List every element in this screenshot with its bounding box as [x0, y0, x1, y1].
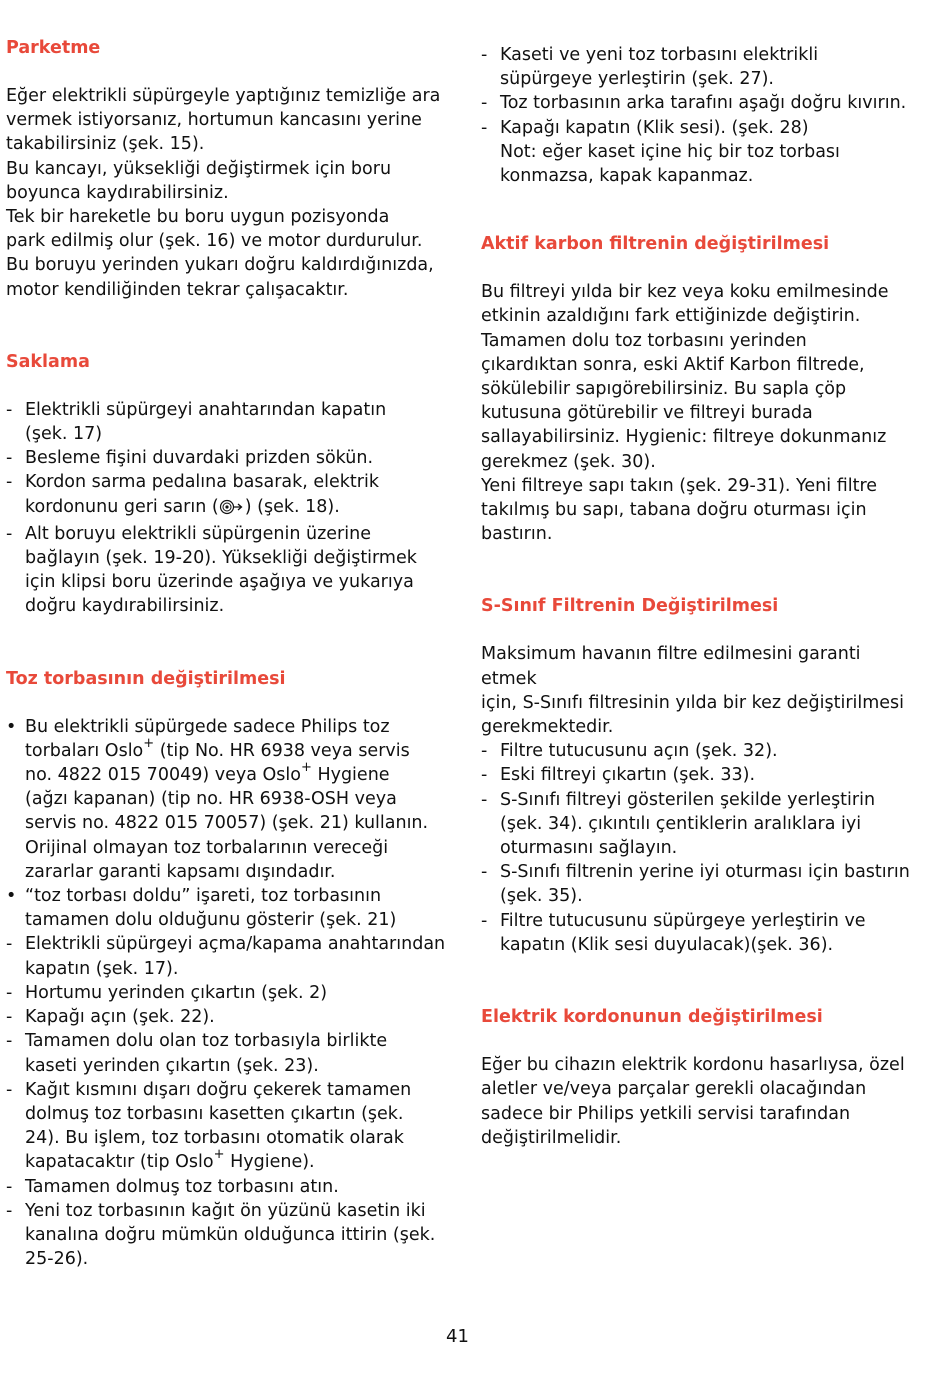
list-item: - Kordon sarma pedalına basarak, elektrik kordonunu geri sarın ( ) (şek. 18).	[6, 470, 446, 521]
list-item: • “toz torbası doldu” işareti, toz torbasının tamamen dolu olduğunu gösterir (şek. 21)	[6, 886, 397, 931]
list-item: • Bu elektrikli süpürgede sadece Philips toz torbaları Oslo+ (tip No. HR 6938 veya servis no. 4822 015 70049) veya Oslo+ Hygiene (ağzı kapanan) (tip no. HR 6938-OSH veya servis no. 4822 015 70057) (şek. 21) kullanın. Orijinal olmayan toz torbalarının vereceği zararlar garanti kapsamı dışındadır.	[6, 716, 429, 882]
s-sinif-list	[481, 739, 921, 957]
list-item: - S-Sınıfı filtrenin yerine iyi oturması için bastırın (şek. 35).	[481, 862, 910, 907]
paragraph-elektrik-kordonu: Eğer bu cihazın elektrik kordonu hasarlıysa, özel aletler ve/veya parçalar gerekli olacağından sadece bir Philips yetkili servisi tarafından değiştirilmelidir.	[481, 1055, 905, 1148]
cord-rewind-icon	[219, 498, 245, 522]
list-item: - Besleme fişini duvardaki prizden sökün.	[6, 448, 374, 469]
paragraph-parketme: Eğer elektrikli süpürgeyle yaptığınız temizliğe ara vermek istiyorsanız, hortumun kancasını yerine takabilirsiniz (şek. 15). Bu kancayı, yüksekliği değiştirmek için boru boyunca kaydırabilirsiniz. Tek bir hareketle bu boru uygun pozisyonda park edilmiş olur (şek. 16) ve motor durdurulur. Bu boruyu yerinden yukarı doğru kaldırdığınızda, motor kendiliğinden tekrar çalışacaktır.	[6, 86, 441, 300]
heading-aktif-karbon: Aktif karbon filtrenin değiştirilmesi	[481, 234, 830, 255]
list-item: - Alt boruyu elektrikli süpürgenin üzerine bağlayın (şek. 19-20). Yüksekliği değiştirmek için klipsi boru üzerinde aşağıya ve yukarıya doğru kaydırabilirsiniz.	[6, 523, 417, 617]
saklama-list	[6, 398, 446, 619]
page-number: 41	[446, 1326, 469, 1347]
paragraph-s-sinif: Maksimum havanın filtre edilmesini garanti etmek için, S-Sınıfı filtresinin yılda bir kez değiştirilmesi gerekmektedir.	[481, 644, 905, 738]
left-column	[6, 36, 446, 1271]
list-item: - Filtre tutucusunu süpürgeye yerleştirin ve kapatın (Klik sesi duyulacak)(şek. 36).	[481, 910, 866, 955]
list-item: - Hortumu yerinden çıkartın (şek. 2)	[6, 982, 328, 1003]
heading-elektrik-kordonu: Elektrik kordonunun değiştirilmesi	[481, 1007, 823, 1028]
list-item: - Kapağı kapatın (Klik sesi). (şek. 28)	[481, 117, 809, 138]
list-item: - Filtre tutucusunu açın (şek. 32).	[481, 741, 778, 762]
list-item: - Kapağı açın (şek. 22).	[6, 1007, 215, 1028]
heading-saklama: Saklama	[6, 351, 90, 372]
heading-s-sinif: S-Sınıf Filtrenin Değiştirilmesi	[481, 596, 779, 617]
list-item: - Yeni toz torbasının kağıt ön yüzünü kasetin iki kanalına doğru mümkün olduğunca ittirin (şek. 25-26).	[6, 1200, 436, 1270]
list-item: - S-Sınıfı filtreyi gösterilen şekilde yerleştirin (şek. 34). çıkıntılı çentiklerin aralıklara iyi oturmasını sağlayın.	[481, 789, 876, 859]
list-item: - Tamamen dolmuş toz torbasını atın.	[6, 1176, 339, 1197]
list-item: - Elektrikli süpürgeyi anahtarından kapatın (şek. 17)	[6, 399, 387, 445]
toz-list	[6, 715, 446, 1272]
list-item: - Kağıt kısmını dışarı doğru çekerek tamamen dolmuş toz torbasını kasetten çıkartın (şek. 24). Bu işlem, toz torbasını otomatik olarak kapatacaktır (tip Oslo+ Hygiene).	[6, 1079, 412, 1173]
right-column	[481, 36, 921, 1150]
list-item: - Kaseti ve yeni toz torbasını elektrikli süpürgeye yerleştirin (şek. 27).	[481, 45, 819, 90]
note-text: Not: eğer kaset içine hiç bir toz torbası konmazsa, kapak kapanmaz.	[500, 141, 840, 187]
list-item: - Tamamen dolu olan toz torbasıyla birlikte kaseti yerinden çıkartın (şek. 23).	[6, 1031, 388, 1076]
heading-parketme: Parketme	[6, 38, 101, 58]
heading-toz-torbasi: Toz torbasının değiştirilmesi	[6, 668, 286, 689]
kaset-list	[481, 43, 921, 140]
list-item: - Toz torbasının arka tarafını aşağı doğru kıvırın.	[481, 93, 907, 114]
paragraph-aktif-karbon: Bu filtreyi yılda bir kez veya koku emilmesinde etkinin azaldığını fark ettiğinizde değiştirin. Tamamen dolu toz torbasını yerinden çıkardıktan sonra, eski Aktif Karbon filtrede, sökülebilir sapıgörebilirsiniz. Bu sapla çöp kutusuna götürebilir ve filtreyi burada sallayabilirsiniz. Hygienic: filtreye dokunmanız gerekmez (şek. 30). Yeni filtreye sapı takın (şek. 29-31). Yeni filtre takılmış bu sapı, tabana doğru oturması için bastırın.	[481, 282, 889, 545]
list-item: - Eski filtreyi çıkartın (şek. 33).	[481, 765, 756, 786]
list-item: - Elektrikli süpürgeyi açma/kapama anahtarından kapatın (şek. 17).	[6, 934, 446, 979]
